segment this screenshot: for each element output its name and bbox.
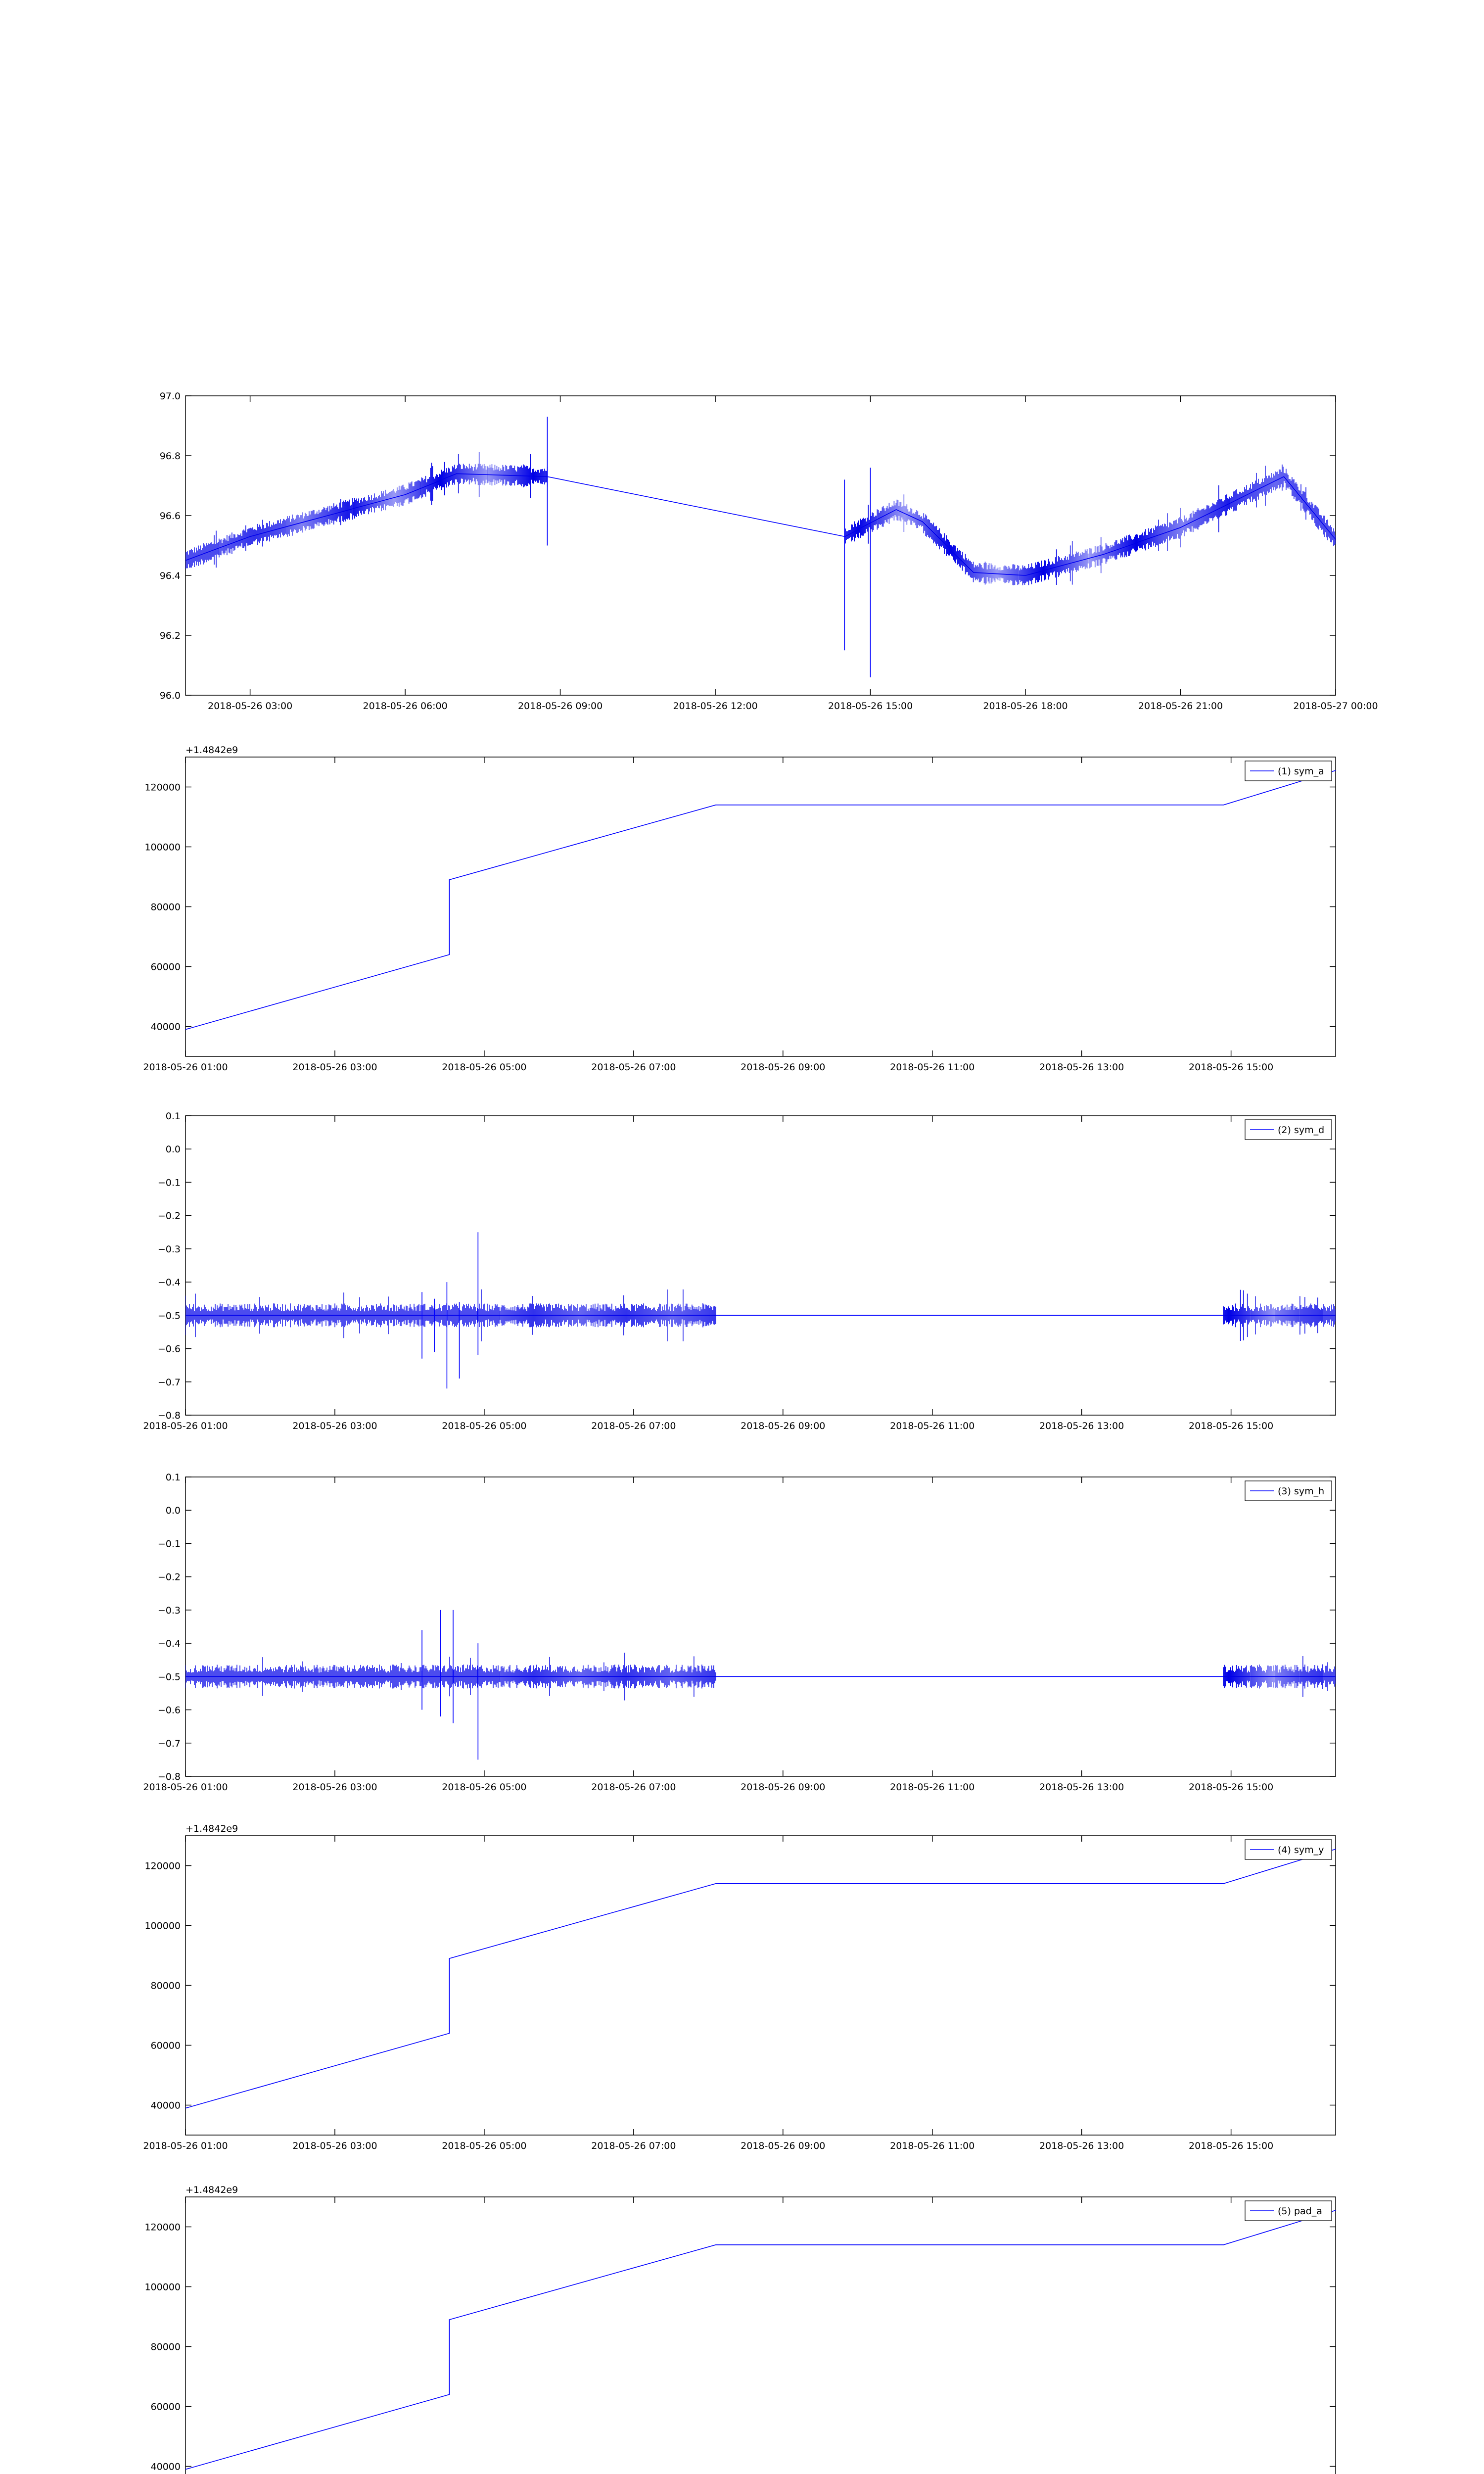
x-tick-label: 2018-05-26 01:00 — [143, 1782, 228, 1793]
plot-area — [186, 1232, 1336, 1388]
x-tick-label: 2018-05-26 03:00 — [292, 2141, 377, 2151]
legend — [1245, 1120, 1332, 1140]
legend-label: (1) sym_a — [1278, 766, 1324, 777]
y-tick-label: 80000 — [150, 902, 181, 913]
x-tick-label: 2018-05-26 03:00 — [292, 1421, 377, 1431]
y-tick-label: 96.0 — [159, 690, 181, 701]
x-tick-label: 2018-05-26 03:00 — [292, 1062, 377, 1073]
x-tick-label: 2018-05-26 13:00 — [1039, 2141, 1124, 2151]
axis-offset-label: +1.4842e9 — [186, 1823, 238, 1834]
y-tick-label: 80000 — [150, 1980, 181, 1992]
series-noise-band — [844, 465, 1336, 585]
y-tick-label: 96.6 — [159, 511, 181, 522]
plot-frame — [186, 1116, 1336, 1415]
plot-frame — [186, 1477, 1336, 1776]
legend-label: (2) sym_d — [1278, 1125, 1325, 1136]
y-tick-label: 0.1 — [165, 1111, 181, 1122]
y-tick-label: −0.7 — [157, 1377, 181, 1388]
y-tick-label: 120000 — [144, 782, 181, 793]
x-tick-label: 2018-05-26 05:00 — [442, 1062, 527, 1073]
y-tick-label: 40000 — [150, 2100, 181, 2111]
legend-label: (4) sym_y — [1278, 1845, 1324, 1856]
x-tick-label: 2018-05-26 05:00 — [442, 1421, 527, 1431]
series-line — [186, 2210, 1336, 2469]
chart-panel-3 — [143, 1111, 1336, 1431]
x-tick-label: 2018-05-26 15:00 — [1189, 1782, 1274, 1793]
plot-area — [186, 417, 1336, 677]
y-tick-label: −0.1 — [157, 1177, 181, 1189]
y-tick-label: 80000 — [150, 2341, 181, 2353]
x-tick-label: 2018-05-26 11:00 — [890, 1782, 975, 1793]
x-tick-label: 2018-05-26 11:00 — [890, 1421, 975, 1431]
x-tick-label: 2018-05-26 07:00 — [591, 1782, 676, 1793]
series-line — [186, 770, 1336, 1029]
y-tick-label: 60000 — [150, 2040, 181, 2051]
legend-label: (5) pad_a — [1278, 2206, 1322, 2217]
y-tick-label: 96.8 — [159, 451, 181, 462]
plot-area — [186, 1849, 1336, 2108]
plot-area — [186, 1610, 1336, 1760]
y-tick-label: −0.1 — [157, 1538, 181, 1550]
y-tick-label: 97.0 — [159, 391, 181, 402]
y-tick-label: −0.5 — [157, 1671, 181, 1683]
x-tick-label: 2018-05-26 18:00 — [983, 701, 1068, 712]
series-line — [186, 474, 1336, 575]
y-tick-label: −0.6 — [157, 1705, 181, 1716]
y-tick-label: 120000 — [144, 2222, 181, 2233]
x-tick-label: 2018-05-26 21:00 — [1138, 701, 1223, 712]
x-tick-label: 2018-05-26 05:00 — [442, 1782, 527, 1793]
x-tick-label: 2018-05-26 06:00 — [363, 701, 448, 712]
x-tick-label: 2018-05-27 00:00 — [1293, 701, 1378, 712]
chart-panel-2 — [143, 745, 1336, 1073]
plot-frame — [186, 1836, 1336, 2135]
x-tick-label: 2018-05-26 15:00 — [1189, 2141, 1274, 2151]
y-tick-label: 60000 — [150, 2401, 181, 2413]
legend-label: (3) sym_h — [1278, 1486, 1325, 1497]
x-tick-label: 2018-05-26 15:00 — [1189, 1421, 1274, 1431]
chart-panel-5 — [143, 1823, 1336, 2151]
x-tick-label: 2018-05-26 03:00 — [292, 1782, 377, 1793]
y-tick-label: −0.7 — [157, 1738, 181, 1749]
plot-area — [186, 2210, 1336, 2469]
y-tick-label: −0.5 — [157, 1310, 181, 1322]
x-tick-label: 2018-05-26 11:00 — [890, 1062, 975, 1073]
plot-frame — [186, 396, 1336, 695]
y-tick-label: 120000 — [144, 1860, 181, 1872]
plot-frame — [186, 2197, 1336, 2474]
y-tick-label: −0.6 — [157, 1343, 181, 1355]
plot-frame — [186, 757, 1336, 1056]
series-noise-band — [186, 452, 548, 569]
y-tick-label: −0.3 — [157, 1243, 181, 1255]
y-tick-label: 40000 — [150, 1021, 181, 1033]
axis-offset-label: +1.4842e9 — [186, 2185, 238, 2195]
y-tick-label: 0.0 — [165, 1144, 181, 1155]
x-tick-label: 2018-05-26 01:00 — [143, 1421, 228, 1431]
plot-area — [186, 770, 1336, 1029]
y-tick-label: −0.8 — [157, 1771, 181, 1782]
x-tick-label: 2018-05-26 15:00 — [1189, 1062, 1274, 1073]
x-tick-label: 2018-05-26 13:00 — [1039, 1421, 1124, 1431]
y-tick-label: −0.8 — [157, 1410, 181, 1421]
series-line — [186, 1849, 1336, 2108]
y-tick-label: 0.0 — [165, 1505, 181, 1517]
y-tick-label: 100000 — [144, 842, 181, 853]
x-tick-label: 2018-05-26 03:00 — [208, 701, 293, 712]
x-tick-label: 2018-05-26 05:00 — [442, 2141, 527, 2151]
y-tick-label: 40000 — [150, 2461, 181, 2473]
legend — [1245, 2201, 1332, 2221]
x-tick-label: 2018-05-26 15:00 — [828, 701, 913, 712]
legend — [1245, 1840, 1332, 1859]
y-tick-label: 96.2 — [159, 630, 181, 641]
x-tick-label: 2018-05-26 09:00 — [741, 1421, 826, 1431]
y-tick-label: −0.2 — [157, 1210, 181, 1222]
x-tick-label: 2018-05-26 12:00 — [673, 701, 758, 712]
y-tick-label: 100000 — [144, 2282, 181, 2293]
y-tick-label: 100000 — [144, 1920, 181, 1932]
x-tick-label: 2018-05-26 07:00 — [591, 2141, 676, 2151]
x-tick-label: 2018-05-26 09:00 — [741, 1782, 826, 1793]
x-tick-label: 2018-05-26 13:00 — [1039, 1062, 1124, 1073]
x-tick-label: 2018-05-26 09:00 — [741, 1062, 826, 1073]
x-tick-label: 2018-05-26 07:00 — [591, 1062, 676, 1073]
x-tick-label: 2018-05-26 09:00 — [517, 701, 603, 712]
legend — [1245, 761, 1332, 781]
chart-panel-6 — [143, 2185, 1336, 2474]
axis-offset-label: +1.4842e9 — [186, 745, 238, 756]
y-tick-label: −0.4 — [157, 1638, 181, 1650]
y-tick-label: 96.4 — [159, 571, 181, 581]
chart-panel-4 — [143, 1472, 1336, 1793]
x-tick-label: 2018-05-26 01:00 — [143, 2141, 228, 2151]
y-tick-label: −0.4 — [157, 1277, 181, 1288]
x-tick-label: 2018-05-26 13:00 — [1039, 1782, 1124, 1793]
y-tick-label: 0.1 — [165, 1472, 181, 1483]
x-tick-label: 2018-05-26 11:00 — [890, 2141, 975, 2151]
chart-panel-1 — [160, 391, 1378, 712]
y-tick-label: −0.2 — [157, 1571, 181, 1583]
x-tick-label: 2018-05-26 01:00 — [143, 1062, 228, 1073]
x-tick-label: 2018-05-26 07:00 — [591, 1421, 676, 1431]
legend — [1245, 1481, 1332, 1501]
y-tick-label: −0.3 — [157, 1605, 181, 1616]
y-tick-label: 60000 — [150, 961, 181, 973]
x-tick-label: 2018-05-26 09:00 — [741, 2141, 826, 2151]
